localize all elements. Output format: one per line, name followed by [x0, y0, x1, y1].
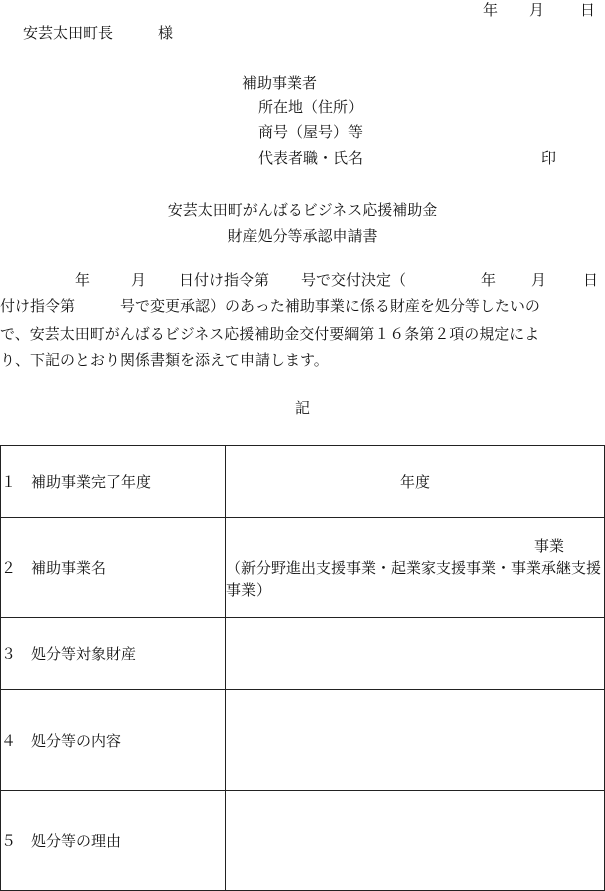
body-year-2: 年 — [481, 271, 497, 289]
table-row — [1, 518, 605, 618]
row-label — [1, 791, 226, 891]
row-number: ４ — [1, 731, 17, 750]
row-number: １ — [1, 473, 17, 491]
row-number: ３ — [1, 645, 17, 663]
completion-year-field[interactable]: 年度 — [226, 446, 605, 518]
row-label — [1, 690, 226, 791]
project-name-field[interactable] — [226, 518, 605, 618]
trade-name-label: 商号（屋号）等 — [258, 123, 364, 141]
target-property-field[interactable] — [226, 618, 605, 690]
row-number: ２ — [1, 559, 17, 577]
row-number: ５ — [1, 832, 17, 850]
body-line-3: で、安芸太田町がんばるビジネス応援補助金交付要綱第１６条第２項の規定によ — [0, 325, 540, 343]
body-line-4: り、下記のとおり関係書類を添えて申請します。 — [0, 351, 329, 369]
body-day-2: 日 — [583, 271, 599, 289]
row-label — [1, 446, 226, 518]
applicant-heading: 補助事業者 — [242, 74, 318, 92]
address-label: 所在地（住所） — [258, 98, 364, 116]
row-label-text: 処分等の内容 — [31, 731, 122, 750]
table-row — [1, 791, 605, 891]
table-row — [1, 690, 605, 791]
body-decision: 号で交付決定（ — [301, 271, 407, 289]
date-year: 年 — [483, 1, 499, 19]
row-label-text: 補助事業名 — [31, 559, 107, 577]
body-day-directive: 日付け指令第 — [179, 271, 270, 289]
table-row — [1, 446, 605, 518]
body-line-2: 付け指令第 号で変更承認）のあった補助事業に係る財産を処分等したいの — [0, 297, 540, 315]
document-title: 安芸太田町がんばるビジネス応援補助金 — [167, 201, 438, 219]
seal-mark: 印 — [541, 149, 557, 167]
disposal-reason-field[interactable] — [226, 791, 605, 891]
row-label-text: 処分等対象財産 — [31, 645, 137, 663]
addressee — [23, 23, 174, 43]
body-month-2: 月 — [531, 271, 547, 289]
ki-marker: 記 — [294, 399, 310, 417]
representative-label: 代表者職・氏名 — [258, 149, 364, 167]
project-suffix: 事業 — [533, 536, 564, 555]
items-table — [0, 445, 605, 891]
row-label-text: 補助事業完了年度 — [31, 473, 152, 491]
body-month: 月 — [131, 271, 147, 289]
date-month: 月 — [529, 1, 545, 19]
row-label-text: 処分等の理由 — [31, 832, 122, 850]
date-day: 日 — [580, 1, 596, 19]
addressee-honorific: 様 — [158, 24, 174, 42]
table-row — [1, 618, 605, 690]
disposal-content-field[interactable] — [226, 690, 605, 791]
row-label — [1, 618, 226, 690]
document-subtitle: 財産処分等承認申請書 — [227, 227, 378, 245]
body-year: 年 — [75, 271, 91, 289]
addressee-name: 安芸太田町長 — [23, 24, 114, 42]
project-type-note: （新分野進出支援事業・起業家支援事業・事業承継支援事業） — [226, 558, 602, 599]
row-label — [1, 518, 226, 618]
